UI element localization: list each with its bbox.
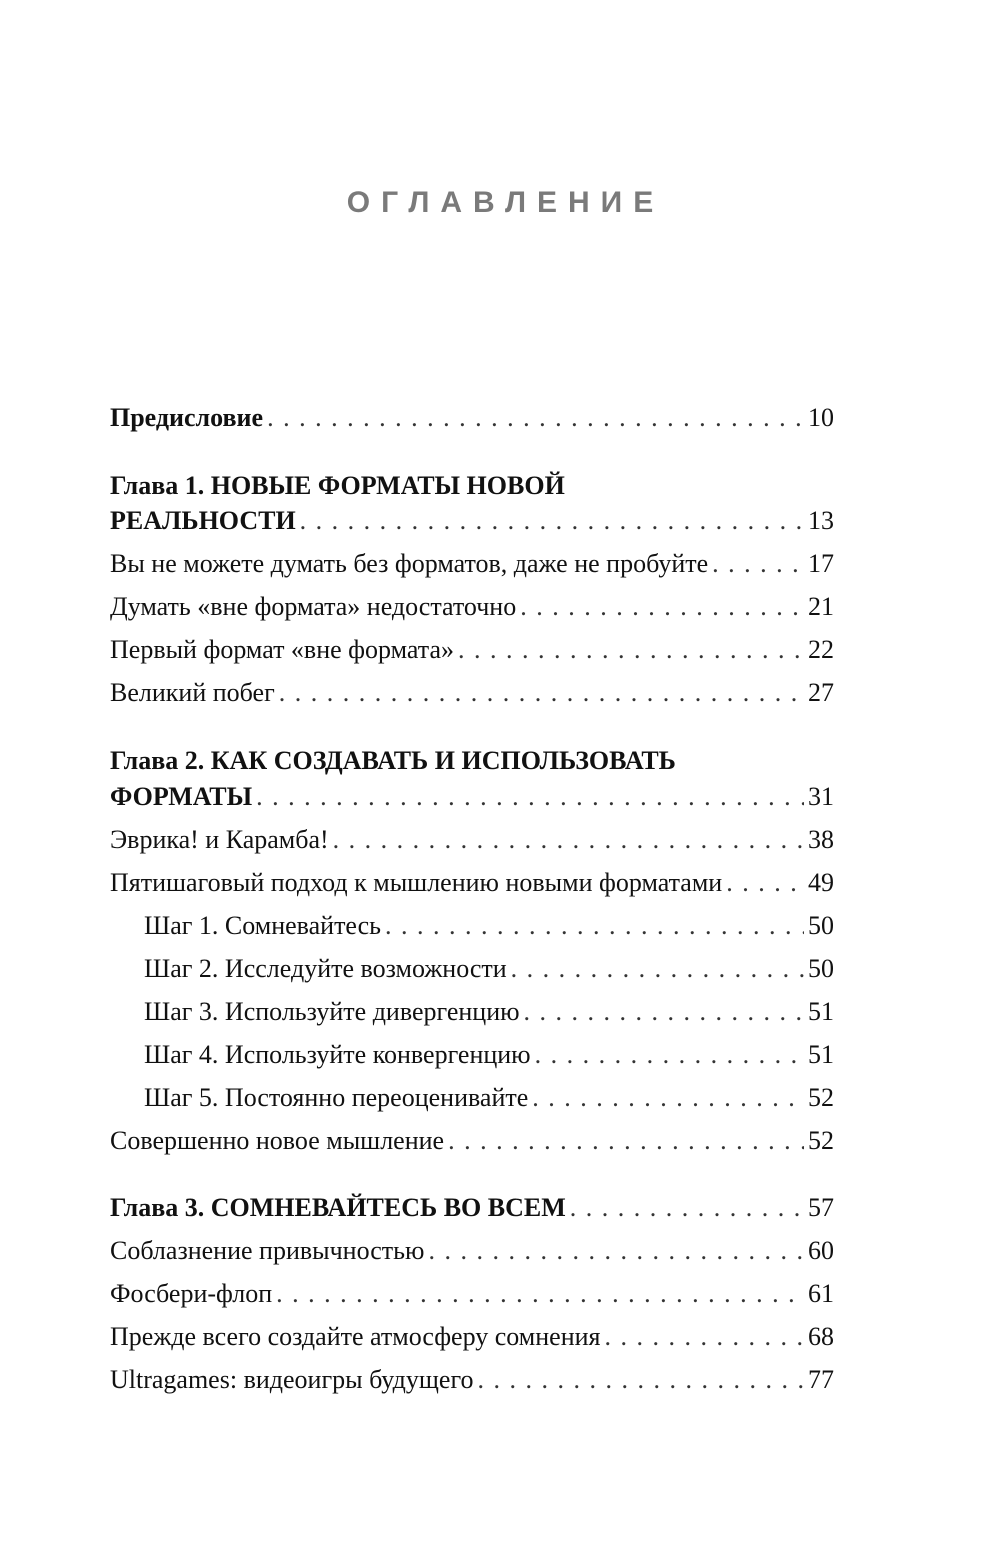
- toc-entry[interactable]: [110, 865, 834, 901]
- toc-entry-page: 17: [808, 549, 834, 578]
- toc-entry[interactable]: [110, 822, 834, 858]
- toc-entry-chapter-1[interactable]: [110, 503, 834, 539]
- toc-entry-title: Совершенно новое мышление: [110, 1126, 445, 1155]
- dot-leader: [524, 994, 804, 1030]
- toc-entry-page: 31: [808, 782, 834, 811]
- toc-entry-title: Великий побег: [110, 678, 275, 707]
- toc-entry-title: Эврика! и Карамба!: [110, 825, 329, 854]
- dot-leader: [712, 546, 804, 582]
- chapter-2-title-line1[interactable]: Глава 2. КАК СОЗДАВАТЬ И ИСПОЛЬЗОВАТЬ: [110, 746, 676, 775]
- dot-leader: [726, 865, 804, 901]
- dot-leader: [333, 822, 804, 858]
- dot-leader: [458, 632, 804, 668]
- toc-subentry[interactable]: [144, 1037, 834, 1073]
- toc-subentry[interactable]: [144, 994, 834, 1030]
- toc-entry-page: 50: [808, 954, 834, 983]
- toc-entry[interactable]: [110, 1362, 834, 1398]
- toc-entry-chapter-2[interactable]: [110, 779, 834, 815]
- toc-entry-title: Думать «вне формата» недостаточно: [110, 592, 517, 621]
- toc-entry-page: 52: [808, 1083, 834, 1112]
- dot-leader: [385, 908, 804, 944]
- dot-leader: [532, 1080, 804, 1116]
- toc-entry-page: 52: [808, 1126, 834, 1155]
- toc-entry-title: Первый формат «вне формата»: [110, 635, 454, 664]
- toc-entry-page: 22: [808, 635, 834, 664]
- toc-entry-title: Шаг 5. Постоянно переоценивайте: [144, 1083, 529, 1112]
- toc-entry-page: 50: [808, 911, 834, 940]
- toc-entry-page: 51: [808, 997, 834, 1026]
- toc-entry[interactable]: [110, 1233, 834, 1269]
- toc-entry[interactable]: [110, 632, 834, 668]
- dot-leader: [276, 1276, 804, 1312]
- dot-leader: [279, 675, 804, 711]
- toc-entry[interactable]: [110, 1319, 834, 1355]
- dot-leader: [428, 1233, 804, 1269]
- toc-subentry[interactable]: [144, 908, 834, 944]
- toc-entry-title: Пятишаговый подход к мышлению новыми форматами: [110, 868, 723, 897]
- toc-entry-page: 77: [808, 1365, 834, 1394]
- toc-entry[interactable]: [110, 546, 834, 582]
- toc-entry-title: Глава 3. СОМНЕВАЙТЕСЬ ВО ВСЕМ: [110, 1193, 566, 1222]
- toc-heading: ОГЛАВЛЕНИЕ: [346, 186, 665, 219]
- dot-leader: [570, 1190, 804, 1226]
- toc-entry-page: 57: [808, 1193, 834, 1222]
- toc-entry-title: Шаг 2. Исследуйте возможности: [144, 954, 507, 983]
- toc-entry-page: 68: [808, 1322, 834, 1351]
- toc-entry-title: Шаг 3. Используйте дивергенцию: [144, 997, 520, 1026]
- toc-entry-title: ФОРМАТЫ: [110, 782, 253, 811]
- toc-entry-title: РЕАЛЬНОСТИ: [110, 506, 296, 535]
- toc-entry-title: Вы не можете думать без форматов, даже не пробуйте: [110, 549, 709, 578]
- toc-entry-page: 10: [808, 403, 834, 432]
- toc-entry-page: 13: [808, 506, 834, 535]
- toc-entry-title: Прежде всего создайте атмосферу сомнения: [110, 1322, 601, 1351]
- dot-leader: [511, 951, 804, 987]
- dot-leader: [477, 1362, 804, 1398]
- toc-subentry[interactable]: [144, 1080, 834, 1116]
- toc-entry-page: 61: [808, 1279, 834, 1308]
- toc-entry-page: 49: [808, 868, 834, 897]
- dot-leader: [520, 589, 804, 625]
- dot-leader: [535, 1037, 804, 1073]
- dot-leader: [448, 1123, 804, 1159]
- toc-subentry[interactable]: [144, 951, 834, 987]
- toc-entry-page: 38: [808, 825, 834, 854]
- toc-entry-chapter-3[interactable]: [110, 1190, 834, 1226]
- toc-entry-title: Шаг 4. Используйте конвергенцию: [144, 1040, 531, 1069]
- toc-entry-title: Соблазнение привычностью: [110, 1236, 425, 1265]
- dot-leader: [604, 1319, 804, 1355]
- dot-leader: [267, 400, 804, 436]
- toc-entry[interactable]: [110, 589, 834, 625]
- toc-entry-title: Фосбери-флоп: [110, 1279, 273, 1308]
- toc-entry[interactable]: [110, 1123, 834, 1159]
- toc-entry[interactable]: [110, 675, 834, 711]
- toc-entry-title: Предисловие: [110, 403, 264, 432]
- toc-entry-page: 21: [808, 592, 834, 621]
- toc-entry-preface[interactable]: [110, 400, 834, 436]
- toc-entry-page: 60: [808, 1236, 834, 1265]
- dot-leader: [300, 503, 804, 539]
- chapter-1-title-line1[interactable]: Глава 1. НОВЫЕ ФОРМАТЫ НОВОЙ: [110, 471, 565, 500]
- toc-entry[interactable]: [110, 1276, 834, 1312]
- toc-entry-page: 51: [808, 1040, 834, 1069]
- toc-entry-title: Шаг 1. Сомневайтесь: [144, 911, 382, 940]
- dot-leader: [256, 779, 804, 815]
- toc-entry-title: Ultragames: видеоигры будущего: [110, 1365, 474, 1394]
- toc-entry-page: 27: [808, 678, 834, 707]
